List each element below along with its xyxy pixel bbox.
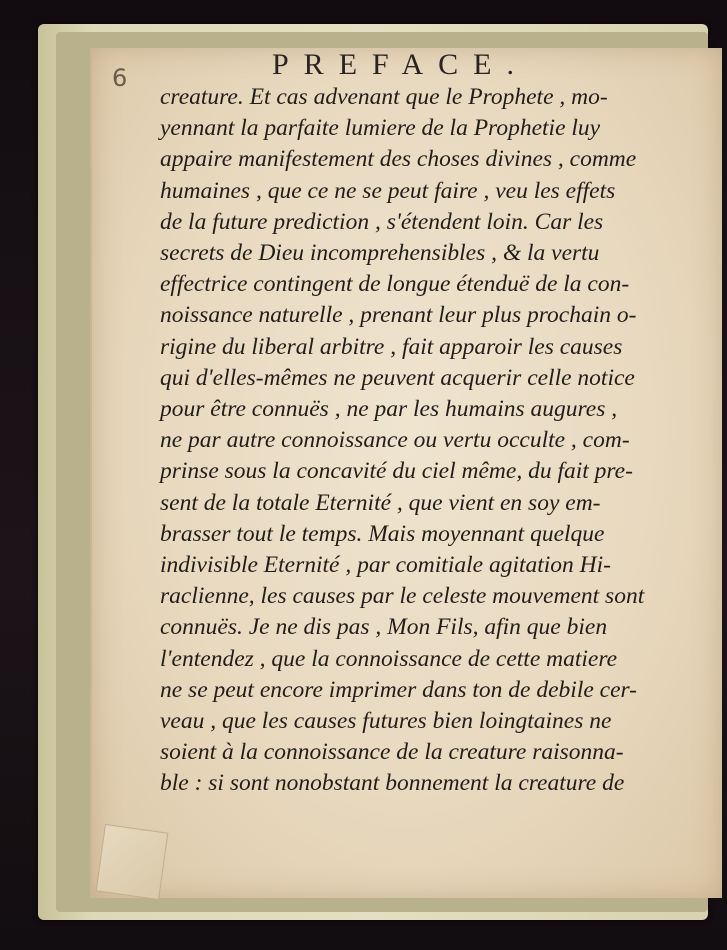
text-line: ne par autre connoissance ou vertu occulte , com-	[160, 427, 630, 454]
text-line: connuës. Je ne dis pas , Mon Fils, afin que bien	[160, 614, 608, 641]
text-line: secrets de Dieu incomprehensibles , & la vertu	[160, 240, 600, 267]
page-corner-fold	[96, 824, 169, 900]
text-line: ble : si sont nonobstant bonnement la creature de	[160, 770, 625, 797]
text-line: ne se peut encore imprimer dans ton de debile cer-	[160, 676, 638, 703]
text-line: creature. Et cas advenant que le Prophete , mo-	[160, 84, 608, 110]
text-line: rigine du liberal arbitre , fait apparoir les causes	[160, 333, 623, 360]
running-header: PREFACE.	[272, 48, 529, 81]
text-line: appaire manifestement des choses divines , comme	[160, 146, 637, 173]
text-line: pour être connuës , ne par les humains augures ,	[160, 396, 618, 423]
text-line: qui d'elles-mêmes ne peuvent acquerir celle notice	[160, 364, 635, 391]
text-line: veau , que les causes futures bien loingtaines ne	[160, 708, 612, 735]
page-number: 6	[112, 64, 128, 92]
text-line: noissance naturelle , prenant leur plus prochain o-	[160, 302, 637, 329]
text-line: brasser tout le temps. Mais moyennant quelque	[160, 520, 605, 547]
text-line: prinse sous la concavité du ciel même, du fait pre-	[160, 458, 633, 485]
text-line: effectrice contingent de longue étenduë de la con-	[160, 271, 630, 298]
text-line: l'entendez , que la connoissance de cette matiere	[160, 645, 618, 672]
text-line: humaines , que ce ne se peut faire , veu les effets	[160, 177, 616, 204]
text-line: sent de la totale Eternité , que vient en soy em-	[160, 489, 601, 516]
text-line: raclienne, les causes par le celeste mouvement sont	[160, 583, 645, 610]
body-text	[160, 82, 670, 800]
text-line: de la future prediction , s'étendent loin. Car les	[160, 208, 604, 235]
text-line: soient à la connoissance de la creature raisonna-	[160, 739, 624, 766]
text-line: yennant la parfaite lumiere de la Prophetie luy	[160, 115, 601, 142]
text-line: indivisible Eternité , par comitiale agitation Hi-	[160, 552, 612, 579]
